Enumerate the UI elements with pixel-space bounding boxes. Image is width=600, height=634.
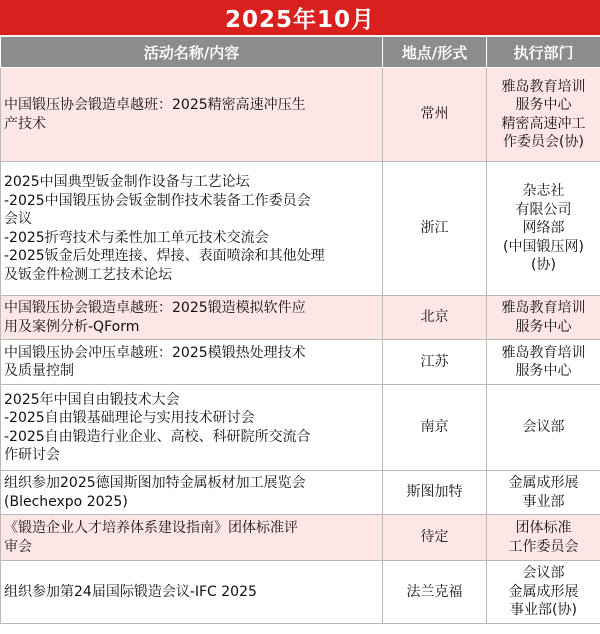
activity-name-cell: [1, 68, 383, 162]
activity-name-cell: [1, 385, 383, 471]
header-activity-name: 活动名称/内容: [1, 37, 383, 68]
activity-name-line: -2025中国锻压协会钣金制作技术装备工作委员会: [4, 192, 311, 209]
table-row: [1, 162, 600, 296]
table-row: [1, 515, 600, 561]
activity-name-line: 2025中国典型钣金制作设备与工艺论坛: [4, 174, 250, 190]
table-row: [1, 296, 600, 340]
table-row: [1, 340, 600, 385]
organizer-line: 事业部(协): [510, 602, 577, 619]
table-row: [1, 561, 600, 624]
organizer-line: 会议部: [522, 419, 565, 436]
organizer-line: 雅岛教育培训: [501, 300, 586, 316]
activity-name-line: -2025折弯技术与柔性加工单元技术交流会: [4, 229, 269, 246]
activity-name-line: 审会: [4, 538, 32, 555]
organizer-cell: [487, 515, 600, 561]
organizer-cell: [487, 561, 600, 624]
activity-name-cell: [1, 340, 383, 385]
activity-name-line: 《锻造企业人才培养体系建设指南》团体标准评: [4, 520, 298, 536]
activity-name-line: 及钣金件检测工艺技术论坛: [4, 266, 172, 283]
location-cell: 待定: [383, 515, 487, 561]
location-cell: 常州: [383, 68, 487, 162]
organizer-line: 会议部: [522, 565, 565, 582]
organizer-line: 作委员会(协): [503, 134, 584, 150]
header-location: 地点/形式: [383, 37, 487, 68]
organizer-cell: [487, 296, 600, 340]
activity-name-cell: [1, 515, 383, 561]
location-cell: 法兰克福: [383, 561, 487, 624]
organizer-cell: [487, 471, 600, 515]
organizer-line: (中国锻压网): [503, 238, 584, 255]
activity-name-line: 中国锻压协会冲压卓越班：2025模锻热处理技术: [4, 344, 306, 361]
organizer-line: 服务中心: [515, 363, 572, 379]
organizer-cell: [487, 385, 600, 471]
table-row: [1, 385, 600, 471]
table-header-row: [1, 37, 600, 68]
organizer-line: 杂志社: [522, 183, 565, 200]
activity-name-line: (Blechexpo 2025): [4, 493, 128, 510]
activity-name-line: 组织参加第24届国际锻造会议-IFC 2025: [4, 583, 257, 600]
activity-name-line: 作研讨会: [4, 447, 60, 463]
organizer-line: (协): [531, 257, 556, 274]
organizer-line: 金属成形展: [508, 583, 579, 600]
activity-name-line: 组织参加2025德国斯图加特金属板材加工展览会: [4, 475, 306, 491]
organizer-line: 雅岛教育培训: [501, 78, 586, 95]
activity-name-cell: [1, 296, 383, 340]
location-cell: 江苏: [383, 340, 487, 385]
activity-name-cell: [1, 561, 383, 624]
activity-name-line: 2025年中国自由锻技术大会: [4, 391, 180, 408]
organizer-line: 工作委员会: [508, 538, 579, 555]
location-cell: 北京: [383, 296, 487, 340]
organizer-cell: [487, 68, 600, 162]
activity-name-line: 中国锻压协会锻造卓越班：2025锻造模拟软件应: [4, 300, 306, 316]
location-cell: 南京: [383, 385, 487, 471]
header-organizer: 执行部门: [487, 37, 600, 68]
organizer-line: 金属成形展: [508, 475, 579, 491]
organizer-line: 网络部: [522, 220, 565, 237]
activity-name-line: 产技术: [4, 115, 46, 132]
table-row: [1, 68, 600, 162]
organizer-line: 有限公司: [515, 201, 572, 218]
activity-name-cell: [1, 471, 383, 515]
organizer-cell: [487, 340, 600, 385]
activity-name-line: -2025自由锻造行业企业、高校、科研院所交流合: [4, 428, 311, 445]
organizer-cell: [487, 162, 600, 296]
activity-name-line: -2025自由锻基础理论与实用技术研讨会: [4, 410, 255, 426]
activity-name-line: 用及案例分析-QForm: [4, 318, 140, 335]
organizer-line: 服务中心: [515, 318, 572, 335]
month-title: 2025年10月: [0, 0, 600, 36]
organizer-line: 精密高速冲工: [501, 115, 586, 132]
location-cell: 浙江: [383, 162, 487, 296]
table-row: [1, 471, 600, 515]
location-cell: 斯图加特: [383, 471, 487, 515]
activity-name-cell: [1, 162, 383, 296]
event-table: [0, 36, 600, 624]
organizer-line: 服务中心: [515, 97, 572, 113]
activity-name-line: 中国锻压协会锻造卓越班：2025精密高速冲压生: [4, 97, 306, 113]
activity-name-line: 及质量控制: [4, 363, 74, 379]
organizer-line: 雅岛教育培训: [501, 344, 586, 361]
organizer-line: 团体标准: [515, 520, 572, 536]
activity-name-line: -2025钣金后处理连接、焊接、表面喷涂和其他处理: [4, 248, 325, 264]
activity-name-line: 会议: [4, 211, 32, 227]
organizer-line: 事业部: [522, 493, 565, 510]
